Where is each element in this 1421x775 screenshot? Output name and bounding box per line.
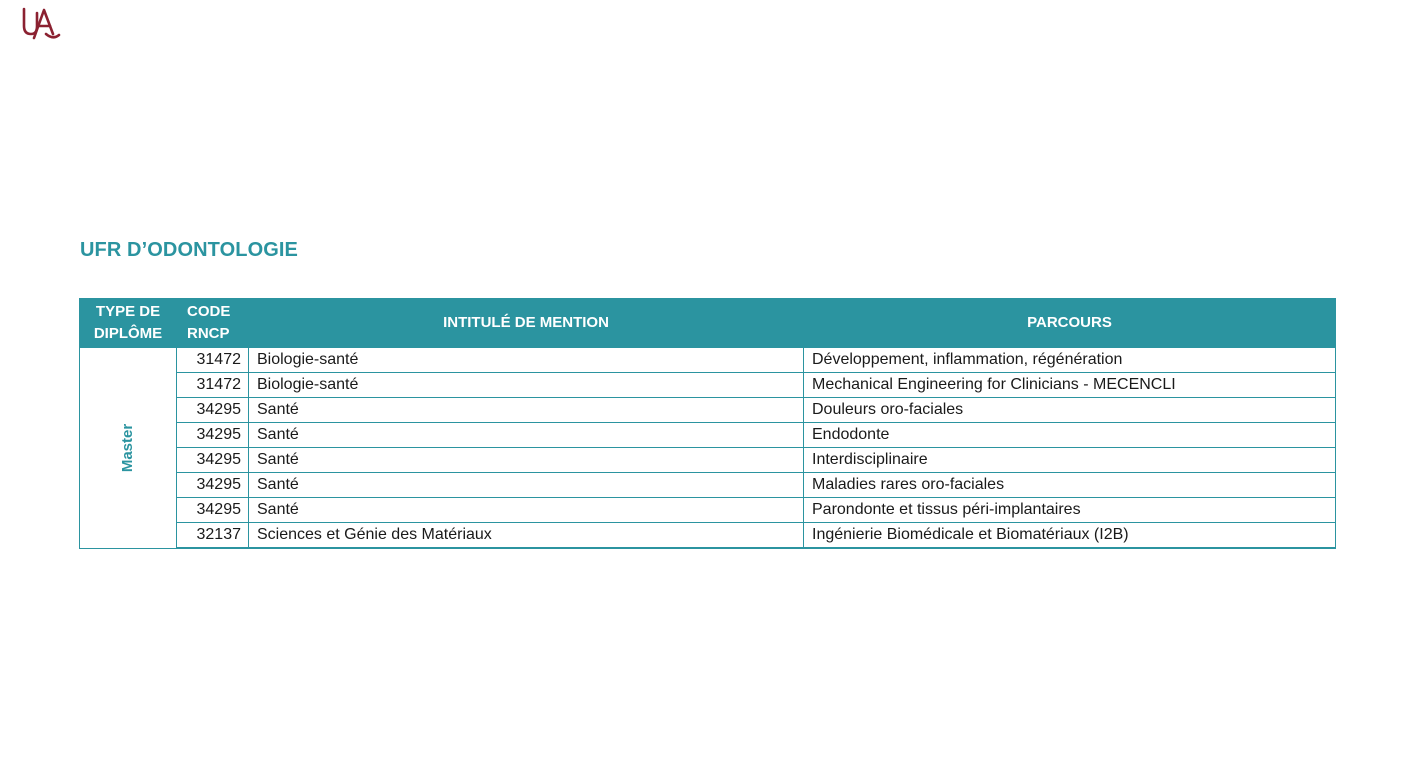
mentions-table (79, 298, 1336, 549)
mention-cell: Santé (249, 448, 804, 473)
code-rncp-cell: 31472 (177, 348, 249, 373)
code-rncp-cell: 34295 (177, 473, 249, 498)
column-header-code-rncp (177, 299, 249, 348)
mention-cell: Santé (249, 423, 804, 448)
table-row (80, 373, 1336, 398)
table-row (80, 448, 1336, 473)
column-header-mention: INTITULÉ DE MENTION (249, 299, 804, 348)
parcours-cell: Endodonte (804, 423, 1336, 448)
code-rncp-cell: 31472 (177, 373, 249, 398)
diploma-type-cell (80, 348, 177, 549)
column-header-diploma-type (80, 299, 177, 348)
column-header-code-line1: CODE (187, 303, 231, 320)
code-rncp-cell: 34295 (177, 423, 249, 448)
column-header-diploma-type-line1: TYPE DE (95, 303, 161, 320)
parcours-cell: Ingénierie Biomédicale et Biomatériaux (I2B) (804, 523, 1336, 549)
table-row (80, 398, 1336, 423)
mention-cell: Biologie-santé (249, 373, 804, 398)
diploma-type-label: Master (118, 423, 136, 472)
code-rncp-cell: 34295 (177, 498, 249, 523)
mention-cell: Biologie-santé (249, 348, 804, 373)
table-row (80, 498, 1336, 523)
mention-cell: Santé (249, 473, 804, 498)
column-header-parcours: PARCOURS (804, 299, 1336, 348)
table-row (80, 348, 1336, 373)
table-row (80, 423, 1336, 448)
section-title: UFR D’ODONTOLOGIE (80, 239, 298, 261)
parcours-cell: Interdisciplinaire (804, 448, 1336, 473)
code-rncp-cell: 34295 (177, 448, 249, 473)
parcours-cell: Parondonte et tissus péri-implantaires (804, 498, 1336, 523)
parcours-cell: Développement, inflammation, régénération (804, 348, 1336, 373)
parcours-cell: Mechanical Engineering for Clinicians - MECENCLI (804, 373, 1336, 398)
column-header-code-line2: RNCP (187, 325, 230, 342)
parcours-cell: Maladies rares oro-faciales (804, 473, 1336, 498)
table-row (80, 473, 1336, 498)
code-rncp-cell: 32137 (177, 523, 249, 549)
mention-cell: Santé (249, 498, 804, 523)
column-header-diploma-type-line2: DIPLÔME (93, 325, 163, 342)
table-row (80, 523, 1336, 549)
code-rncp-cell: 34295 (177, 398, 249, 423)
parcours-cell: Douleurs oro-faciales (804, 398, 1336, 423)
table-header-row (80, 299, 1336, 348)
university-logo-icon (20, 4, 62, 42)
mention-cell: Santé (249, 398, 804, 423)
mention-cell: Sciences et Génie des Matériaux (249, 523, 804, 549)
